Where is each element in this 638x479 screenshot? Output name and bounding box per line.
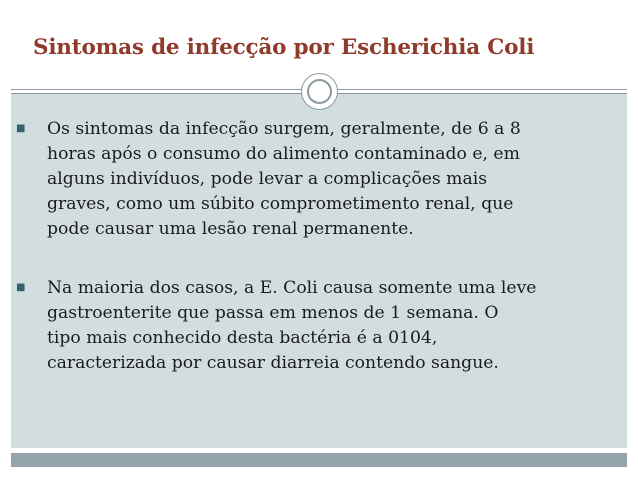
slide-title: Sintomas de infecção por Escherichia Coli	[33, 35, 535, 60]
bullet-line: Na maioria dos casos, a E. Coli causa somente uma leve	[47, 278, 537, 298]
bullet-line: pode causar uma lesão renal permanente.	[47, 219, 414, 239]
footer-bar	[11, 453, 627, 467]
double-ring-icon	[301, 73, 338, 110]
square-bullet-icon: ■	[16, 282, 26, 293]
bullet-line: graves, como um súbito comprometimento renal, que	[47, 194, 514, 214]
bullet-line: Os sintomas da infecção surgem, geralmente, de 6 a 8	[47, 119, 521, 139]
bullet-line: gastroenterite que passa em menos de 1 semana. O	[47, 303, 499, 323]
bullet-line: caracterizada por causar diarreia contendo sangue.	[47, 353, 499, 373]
bullet-list	[14, 117, 614, 376]
inner-ring-icon	[307, 79, 332, 104]
bullet-line: horas após o consumo do alimento contaminado e, em	[47, 144, 520, 164]
bullet-line: tipo mais conhecido desta bactéria é a 0104,	[47, 328, 438, 348]
bullet-item-symptoms	[14, 117, 614, 242]
square-bullet-icon: ■	[16, 123, 26, 134]
bullet-item-cases	[14, 276, 614, 376]
bullet-line: alguns indivíduos, pode levar a complicações mais	[47, 169, 488, 189]
